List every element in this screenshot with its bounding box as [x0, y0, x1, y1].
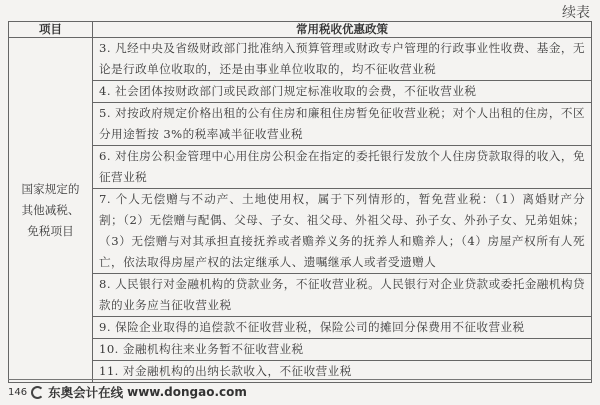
table-row — [9, 317, 592, 339]
table-row — [9, 38, 592, 81]
table-row — [9, 339, 592, 361]
table-row — [9, 189, 592, 274]
header-item: 项目 — [9, 22, 93, 38]
policy-cell: 3. 凡经中央及省级财政部门批准纳入预算管理或财政专户管理的行政事业性收费、基金，无论是行政单位收取的，还是由事业单位收取的，均不征收营业税 — [93, 38, 592, 81]
page-number: 146 — [8, 386, 28, 398]
continued-label: 续表 — [562, 5, 590, 21]
category-cell — [9, 38, 93, 383]
tax-policy-table — [8, 21, 592, 383]
table-row — [9, 274, 592, 317]
policy-cell: 4. 社会团体按财政部门或民政部门规定标准收取的会费，不征收营业税 — [93, 81, 592, 103]
policy-cell: 6. 对住房公积金管理中心用住房公积金在指定的委托银行发放个人住房贷款取得的收入，免征营业税 — [93, 146, 592, 189]
policy-cell: 9. 保险企业取得的追偿款不征收营业税，保险公司的摊回分保费用不征收营业税 — [93, 317, 592, 339]
dongao-logo-icon — [31, 386, 44, 399]
footer-url: www.dongao.com — [127, 385, 247, 399]
page-footer — [8, 383, 247, 401]
footer-divider — [8, 379, 592, 380]
policy-cell: 7. 个人无偿赠与不动产、土地使用权，属于下列情形的，暂免营业税：（1）离婚财产分割；（2）无偿赠与配偶、父母、子女、祖父母、外祖父母、孙子女、外孙子女、兄弟姐妹；（3）无偿赠与对其承担直接抚养或者赡养义务的抚养人和赡养人；（4）房屋产权所有人死亡，依法取得房屋产权的法定继承人、遗嘱继承人或者受遗赠人 — [93, 189, 592, 274]
table-header-row — [9, 22, 592, 38]
table-row — [9, 146, 592, 189]
header-policy: 常用税收优惠政策 — [93, 22, 592, 38]
policy-cell: 11. 对金融机构的出纳长款收入，不征收营业税 — [93, 361, 592, 383]
policy-cell: 8. 人民银行对金融机构的贷款业务，不征收营业税。人民银行对企业贷款或委托金融机构贷款的业务应当征收营业税 — [93, 274, 592, 317]
footer-brand: 东奥会计在线 — [48, 385, 124, 400]
table-row — [9, 103, 592, 146]
policy-cell: 10. 金融机构往来业务暂不征收营业税 — [93, 339, 592, 361]
table-row — [9, 81, 592, 103]
category-label: 国家规定的其他减税、免税项目 — [21, 181, 80, 238]
policy-cell: 5. 对按政府规定价格出租的公有住房和廉租住房暂免征收营业税；对个人出租的住房，不区分用途暂按 3%的税率减半征收营业税 — [93, 103, 592, 146]
